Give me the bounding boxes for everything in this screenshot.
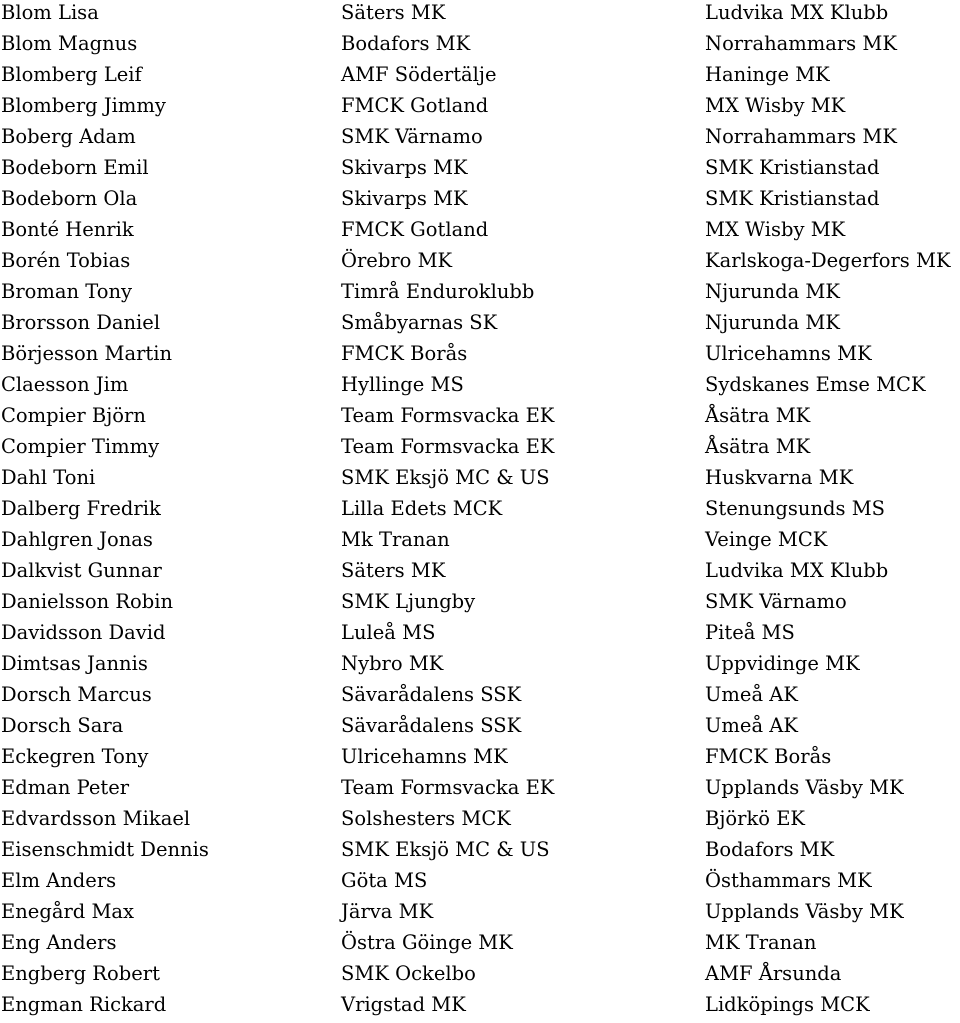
rider-name: Blomberg Jimmy xyxy=(1,94,166,117)
rider-club: SMK Eksjö MC & US xyxy=(341,838,550,861)
rider-club: SMK Ockelbo xyxy=(341,962,476,985)
rider-name: Claesson Jim xyxy=(1,373,129,396)
rider-district-club: Huskvarna MK xyxy=(705,466,854,489)
rider-district-club: Ludvika MX Klubb xyxy=(705,559,889,582)
list-item xyxy=(0,651,960,682)
rider-club: Småbyarnas SK xyxy=(341,311,498,334)
rider-district-club: AMF Årsunda xyxy=(705,962,842,985)
rider-name: Dalkvist Gunnar xyxy=(1,559,162,582)
rider-district-club: Norrahammars MK xyxy=(705,125,897,148)
rider-district-club: Stenungsunds MS xyxy=(705,497,886,520)
rider-name: Engberg Robert xyxy=(1,962,160,985)
rider-name: Dimtsas Jannis xyxy=(1,652,148,675)
rider-club: Skivarps MK xyxy=(341,156,468,179)
rider-club: FMCK Gotland xyxy=(341,94,489,117)
rider-name: Dorsch Marcus xyxy=(1,683,152,706)
rider-district-club: SMK Kristianstad xyxy=(705,187,880,210)
list-item xyxy=(0,930,960,961)
list-item xyxy=(0,961,960,992)
rider-club: Östra Göinge MK xyxy=(341,931,513,954)
rider-club: Skivarps MK xyxy=(341,187,468,210)
list-item xyxy=(0,899,960,930)
rider-name: Davidsson David xyxy=(1,621,166,644)
rider-district-club: Umeå AK xyxy=(705,683,798,706)
rider-club: Luleå MS xyxy=(341,621,436,644)
rider-district-club: Lidköpings MCK xyxy=(705,993,870,1016)
rider-district-club: Björkö EK xyxy=(705,807,805,830)
list-item xyxy=(0,186,960,217)
rider-district-club: Haninge MK xyxy=(705,63,830,86)
rider-club: Sävarådalens SSK xyxy=(341,714,522,737)
rider-club: Hyllinge MS xyxy=(341,373,464,396)
rider-name: Elm Anders xyxy=(1,869,117,892)
list-item xyxy=(0,248,960,279)
rider-name: Boberg Adam xyxy=(1,125,136,148)
list-item xyxy=(0,279,960,310)
list-item xyxy=(0,868,960,899)
rider-name: Blom Magnus xyxy=(1,32,138,55)
rider-name: Dahlgren Jonas xyxy=(1,528,153,551)
rider-name: Bodeborn Ola xyxy=(1,187,138,210)
rider-district-club: MX Wisby MK xyxy=(705,218,846,241)
rider-name: Borén Tobias xyxy=(1,249,131,272)
rider-name: Compier Timmy xyxy=(1,435,160,458)
rider-district-club: SMK Värnamo xyxy=(705,590,847,613)
list-item xyxy=(0,713,960,744)
rider-district-club: Ulricehamns MK xyxy=(705,342,872,365)
rider-club: Vrigstad MK xyxy=(341,993,466,1016)
rider-district-club: Sydskanes Emse MCK xyxy=(705,373,926,396)
rider-district-club: Norrahammars MK xyxy=(705,32,897,55)
list-item xyxy=(0,310,960,341)
rider-name: Eckegren Tony xyxy=(1,745,149,768)
rider-club: Göta MS xyxy=(341,869,428,892)
rider-name: Edman Peter xyxy=(1,776,130,799)
rider-district-club: Bodafors MK xyxy=(705,838,835,861)
rider-club: SMK Ljungby xyxy=(341,590,476,613)
list-item xyxy=(0,496,960,527)
rider-district-club: Karlskoga-Degerfors MK xyxy=(705,249,951,272)
rider-name: Enegård Max xyxy=(1,900,135,923)
rider-name: Broman Tony xyxy=(1,280,133,303)
rider-district-club: Umeå AK xyxy=(705,714,798,737)
list-item xyxy=(0,434,960,465)
rider-name: Eisenschmidt Dennis xyxy=(1,838,209,861)
rider-club: SMK Eksjö MC & US xyxy=(341,466,550,489)
rider-club: AMF Södertälje xyxy=(341,63,497,86)
rider-name: Compier Björn xyxy=(1,404,146,427)
rider-district-club: Uppvidinge MK xyxy=(705,652,860,675)
rider-club: Mk Tranan xyxy=(341,528,450,551)
rider-name: Edvardsson Mikael xyxy=(1,807,191,830)
rider-club: Säters MK xyxy=(341,559,446,582)
rider-club: Örebro MK xyxy=(341,249,453,272)
list-item xyxy=(0,620,960,651)
list-item xyxy=(0,217,960,248)
rider-name: Dalberg Fredrik xyxy=(1,497,161,520)
list-item xyxy=(0,992,960,1023)
rider-club: Sävarådalens SSK xyxy=(341,683,522,706)
rider-district-club: MX Wisby MK xyxy=(705,94,846,117)
list-item xyxy=(0,372,960,403)
rider-name: Blom Lisa xyxy=(1,1,99,24)
rider-district-club: Åsätra MK xyxy=(705,404,811,427)
rider-name: Danielsson Robin xyxy=(1,590,174,613)
rider-district-club: Veinge MCK xyxy=(705,528,828,551)
rider-club: Solshesters MCK xyxy=(341,807,511,830)
rider-club: Ulricehamns MK xyxy=(341,745,508,768)
list-item xyxy=(0,527,960,558)
list-item xyxy=(0,341,960,372)
rider-district-club: Ludvika MX Klubb xyxy=(705,1,889,24)
rider-club: FMCK Borås xyxy=(341,342,468,365)
rider-name: Engman Rickard xyxy=(1,993,167,1016)
rider-club: Timrå Enduroklubb xyxy=(341,280,535,303)
list-item xyxy=(0,31,960,62)
rider-name: Bodeborn Emil xyxy=(1,156,149,179)
rider-district-club: MK Tranan xyxy=(705,931,817,954)
list-item xyxy=(0,0,960,31)
list-item xyxy=(0,806,960,837)
rider-club: Team Formsvacka EK xyxy=(341,435,555,458)
rider-district-club: SMK Kristianstad xyxy=(705,156,880,179)
rider-name: Dahl Toni xyxy=(1,466,96,489)
rider-name: Brorsson Daniel xyxy=(1,311,161,334)
rider-name: Dorsch Sara xyxy=(1,714,124,737)
rider-club: SMK Värnamo xyxy=(341,125,483,148)
list-item xyxy=(0,744,960,775)
rider-district-club: Östhammars MK xyxy=(705,869,872,892)
rider-club: Team Formsvacka EK xyxy=(341,404,555,427)
list-item xyxy=(0,837,960,868)
list-item xyxy=(0,403,960,434)
rider-club: Nybro MK xyxy=(341,652,444,675)
rider-club: Järva MK xyxy=(341,900,434,923)
rider-district-club: Njurunda MK xyxy=(705,311,840,334)
list-item xyxy=(0,155,960,186)
list-item xyxy=(0,93,960,124)
list-item xyxy=(0,775,960,806)
list-item xyxy=(0,589,960,620)
rider-club: FMCK Gotland xyxy=(341,218,489,241)
rider-district-club: Upplands Väsby MK xyxy=(705,776,904,799)
rider-name: Bonté Henrik xyxy=(1,218,134,241)
rider-district-club: Njurunda MK xyxy=(705,280,840,303)
rider-district-club: Åsätra MK xyxy=(705,435,811,458)
rider-club: Team Formsvacka EK xyxy=(341,776,555,799)
rider-name: Blomberg Leif xyxy=(1,63,142,86)
list-item xyxy=(0,124,960,155)
rider-club: Bodafors MK xyxy=(341,32,471,55)
rider-name: Eng Anders xyxy=(1,931,117,954)
rider-district-club: Piteå MS xyxy=(705,621,795,644)
rider-club: Lilla Edets MCK xyxy=(341,497,503,520)
rider-district-club: Upplands Väsby MK xyxy=(705,900,904,923)
list-item xyxy=(0,62,960,93)
list-item xyxy=(0,465,960,496)
rider-club: Säters MK xyxy=(341,1,446,24)
rider-name: Börjesson Martin xyxy=(1,342,173,365)
list-item xyxy=(0,558,960,589)
list-item xyxy=(0,682,960,713)
rider-district-club: FMCK Borås xyxy=(705,745,832,768)
